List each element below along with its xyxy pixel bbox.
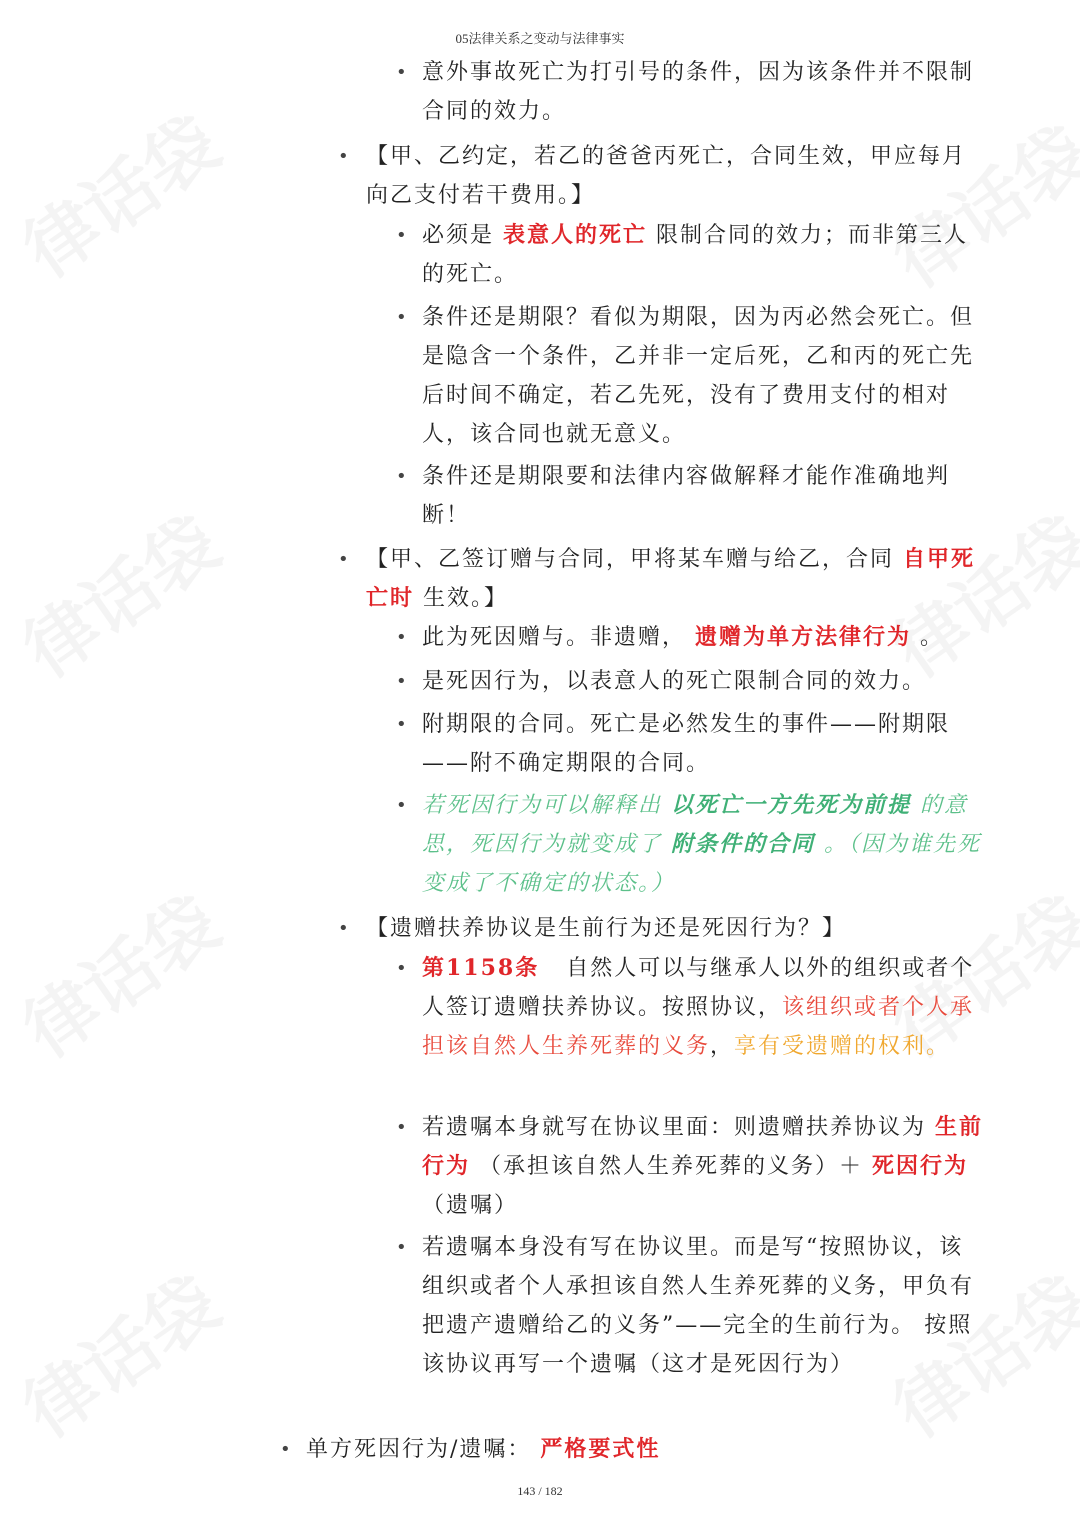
highlight-text: 享有受遗赠的权利。 — [734, 1034, 951, 1059]
emphasis-text: 表意人的死亡 — [503, 222, 648, 248]
bullet-icon: • — [396, 795, 407, 816]
watermark — [0, 1247, 236, 1456]
bullet-icon: • — [396, 307, 407, 328]
note-text: 。（因为谁先死变成了不确定的状态。） — [422, 832, 982, 896]
bullet-icon: • — [396, 62, 407, 83]
bullet-icon: • — [396, 671, 407, 692]
page-header: 05法律关系之变动与法律事实 — [455, 31, 625, 46]
item-text: 【甲、乙签订赠与合同，甲将某车赠与给乙，合同 — [366, 547, 903, 572]
note-text: 若死因行为可以解释出 — [422, 793, 671, 818]
bullet-icon: • — [280, 1439, 291, 1460]
list-item — [422, 705, 987, 783]
list-item — [422, 618, 987, 657]
list-item — [422, 662, 987, 701]
item-text: （承担该自然人生养死葬的义务）＋ — [470, 1154, 873, 1179]
item-text: 必须是 — [422, 223, 503, 248]
bullet-icon: • — [396, 958, 407, 979]
bullet-icon: • — [338, 549, 349, 570]
list-item — [422, 457, 987, 535]
list-item — [422, 1108, 987, 1225]
list-item — [422, 1228, 987, 1384]
list-item — [366, 909, 986, 948]
item-text: 自然人可以与继承人以外的组织或者个人签订遗赠扶养协议。按照协议， — [422, 956, 975, 1020]
emphasis-text: 遗赠为单方法律行为 — [695, 624, 912, 650]
list-item — [422, 949, 987, 1066]
item-text: 限制合同的效力；而非第三人的死亡。 — [422, 223, 969, 287]
item-text: 若遗嘱本身就写在协议里面：则遗赠扶养协议为 — [422, 1115, 935, 1140]
bullet-icon: • — [396, 714, 407, 735]
list-item — [422, 786, 987, 903]
item-text: ， — [710, 1034, 735, 1059]
list-item — [422, 298, 987, 454]
emphasis-text: 以死亡一方先死为前提 — [671, 792, 912, 818]
note-text: 的意思，死因行为就变成了 — [422, 793, 969, 857]
list-item — [366, 137, 986, 215]
bullet-icon: • — [396, 466, 407, 487]
emphasis-text: 生前行为 — [422, 1114, 984, 1179]
bullet-icon: • — [338, 146, 349, 167]
item-text: 意外事故死亡为打引号的条件，因为该条件并不限制合同的效力。 — [422, 60, 975, 124]
item-text: 若遗嘱本身没有写在协议里。而是写“按照协议，该组织或者个人承担该自然人生养死葬的义务，甲负有把遗产遗赠给乙的义务”——完全的生前行为。 按照该协议再写一个遗嘱（这才是死因行为） — [422, 1235, 975, 1377]
item-text: 【甲、乙约定，若乙的爸爸丙死亡，合同生效，甲应每月向乙支付若干费用。】 — [366, 144, 967, 208]
item-text: 是死因行为，以表意人的死亡限制合同的效力。 — [422, 669, 927, 694]
list-item — [422, 53, 987, 131]
bullet-icon: • — [396, 1237, 407, 1258]
bullet-icon: • — [396, 1117, 407, 1138]
emphasis-text: 死因行为 — [872, 1153, 969, 1179]
watermark — [0, 867, 236, 1076]
list-item — [306, 1430, 986, 1469]
item-text: 附期限的合同。死亡是必然发生的事件——附期限——附不确定期限的合同。 — [422, 712, 951, 776]
bullet-icon: • — [396, 225, 407, 246]
article-number: 第1158条 — [422, 955, 540, 981]
page-number: 143 / 182 — [517, 1484, 563, 1498]
item-text: （遗嘱） — [422, 1193, 519, 1218]
item-text: 条件还是期限？看似为期限，因为丙必然会死亡。但是隐含一个条件，乙并非一定后死，乙和丙的死亡先后时间不确定，若乙先死，没有了费用支付的相对人，该合同也就无意义。 — [422, 305, 975, 447]
highlight-text: 该组织或者个人承担该自然人生养死葬的义务 — [422, 995, 975, 1059]
item-text: 此为死因赠与。非遗赠， — [422, 625, 695, 650]
item-text: 生效。】 — [414, 586, 509, 611]
bullet-icon: • — [396, 627, 407, 648]
emphasis-text: 严格要式性 — [540, 1436, 661, 1462]
watermark — [0, 487, 236, 696]
item-text: 。 — [911, 625, 945, 650]
bullet-icon: • — [338, 918, 349, 939]
emphasis-text: 自甲死亡时 — [366, 546, 976, 611]
item-text: 【遗赠扶养协议是生前行为还是死因行为？】 — [366, 916, 847, 941]
item-text: 条件还是期限要和法律内容做解释才能作准确地判断！ — [422, 464, 951, 528]
watermark — [0, 87, 236, 296]
emphasis-text: 附条件的合同 — [671, 831, 816, 857]
list-item — [422, 216, 987, 294]
list-item — [366, 540, 986, 618]
item-text: 单方死因行为/遗嘱： — [306, 1437, 541, 1462]
